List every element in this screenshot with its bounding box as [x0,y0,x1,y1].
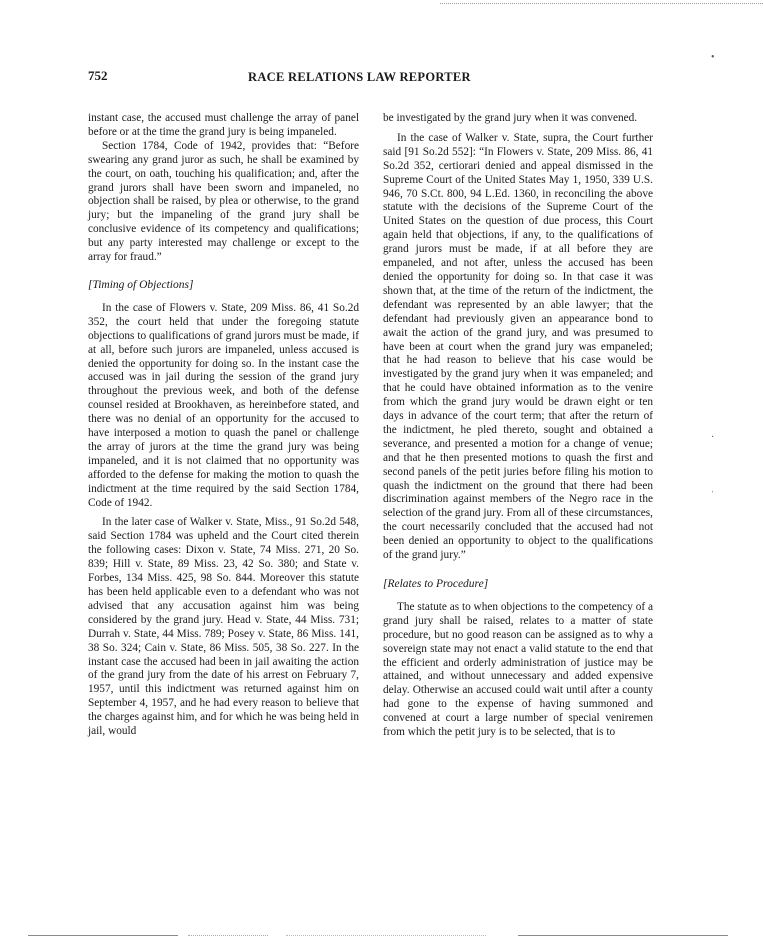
bottom-scan-rule [28,935,728,937]
right-paragraph-1: be investigated by the grand jury when it was convened. [383,112,638,124]
right-paragraph-2: In the case of Walker v. State, supra, the Court further said [91 So.2d 552]: “In Flowers v. State, 209 Miss. 86, 41 So.2d 352, certiorari denied and appeal dismissed in the Supreme Court of the United States May 1, 1950, 339 U.S. 946, 70 S.Ct. 800, 94 L.Ed. 1360, in reconciling the above statute with the decisions of the Supreme Court of the United States on the question of due process, this Court again held that objections, if any, to the qualifications of grand jurors must be made, if at all before they are empaneled, and not after, unless the accused has been denied the opportunity for doing so. In that case it was shown that, at the time of the return of the indictment, the defendant was represented by an able lawyer; that the defendant had previously given an appearance bond to await the action of the grand jury, and was presumed to have been at court when the grand jury was empaneled; that he had reason to believe that his case would be investigated by the grand jury when it was empaneled; and that he could have obtained information as to the venire from which the grand jury would be drawn eight or ten days in advance of the court term; that after the return of the indictment, he pled thereto, sought and obtained a severance, and presented a motion for a change of venue; and that he then presented motions to quash the first and second panels of the petit juries before filing his motion to quash the indictment on the ground that there had been discrimination against members of the Negro race in the selection of the grand jury. From all of these circumstances, the court necessarily concluded that the accused had not been denied an opportunity to object to the qualifications of the grand jury.” [383,131,653,562]
scan-speck: · [711,432,715,443]
left-column [88,112,359,739]
left-paragraph-2: Section 1784, Code of 1942, provides that: “Before swearing any grand juror as such, he shall be examined by the court, on oath, touching his qualification; and, after the grand jurors shall have been sworn and impaneled, no objection shall be raised, by plea or otherwise, to the grand jury; but the impaneling of the grand jury shall be conclusive evidence of its competency and qualifications; but any party interested may challenge or except to the array for fraud.” [88,139,359,264]
left-paragraph-1: instant case, the accused must challenge the array of panel before or at the time the grand jury is being impaneled. [88,112,359,138]
left-paragraph-3: In the case of Flowers v. State, 209 Miss. 86, 41 So.2d 352, the court held that under the foregoing statute objections to qualifications of grand jurors must be made, if at all, before such jurors are impaneled, unless accused is denied the opportunity for doing so. In the instant case the accused was in jail during the session of the grand jury throughout the previous week, and both of the defense counsel resided at Brookhaven, as hereinbefore stated, and there was no denial of an opportunity for the accused to have interposed a motion to quash the panel or challenge the array of jurors at the time the grand jury was being impaneled, and it is not claimed that no opportunity was afforded to the defense for making the motion to quash the indictment at the time required by the said Section 1784, Code of 1942. [88,301,359,509]
right-column [383,112,653,740]
right-paragraph-3: The statute as to when objections to the competency of a grand jury shall be raised, relates to a matter of state procedure, but no good reason can be assigned as to why a sovereign state may not enact a valid statute to the end that the efficient and orderly administration of justice may be attained, and without unnecessary and added expensive delay. Otherwise an accused could wait until after a county had gone to the expense of having summoned and convened at court a large number of special veniremen from which the petit jury is to be selected, that is to [383,600,653,739]
section-heading-relates-to-procedure: [Relates to Procedure] [383,578,489,590]
top-edge-dotted-rule [440,3,763,4]
scan-speck: • [711,52,715,63]
running-head: RACE RELATIONS LAW REPORTER [248,70,471,84]
page-number: 752 [88,68,108,83]
section-heading-timing-of-objections: [Timing of Objections] [88,278,194,291]
scan-speck: ˈ [711,490,715,501]
left-paragraph-4: In the later case of Walker v. State, Miss., 91 So.2d 548, said Section 1784 was upheld and the Court cited therein the following cases: Dixon v. State, 74 Miss. 271, 20 So. 839; Hill v. State, 89 Miss. 23, 42 So. 380; and State v. Forbes, 134 Miss. 425, 98 So. 844. Moreover this statute has been held applicable even to a defendant who was not advised that any accusation against him was being considered by the grand jury. Head v. State, 44 Miss. 731; Durrah v. State, 44 Miss. 789; Posey v. State, 86 Miss. 141, 38 So. 324; Cain v. State, 86 Miss. 505, 38 So. 227. In the instant case the accused had been in jail awaiting the action of the grand jury from the date of his arrest on February 7, 1957, until this indictment was returned against him on September 4, 1957, and he had every reason to believe that the charges against him, and for which he was being held in jail, would [88,516,359,738]
